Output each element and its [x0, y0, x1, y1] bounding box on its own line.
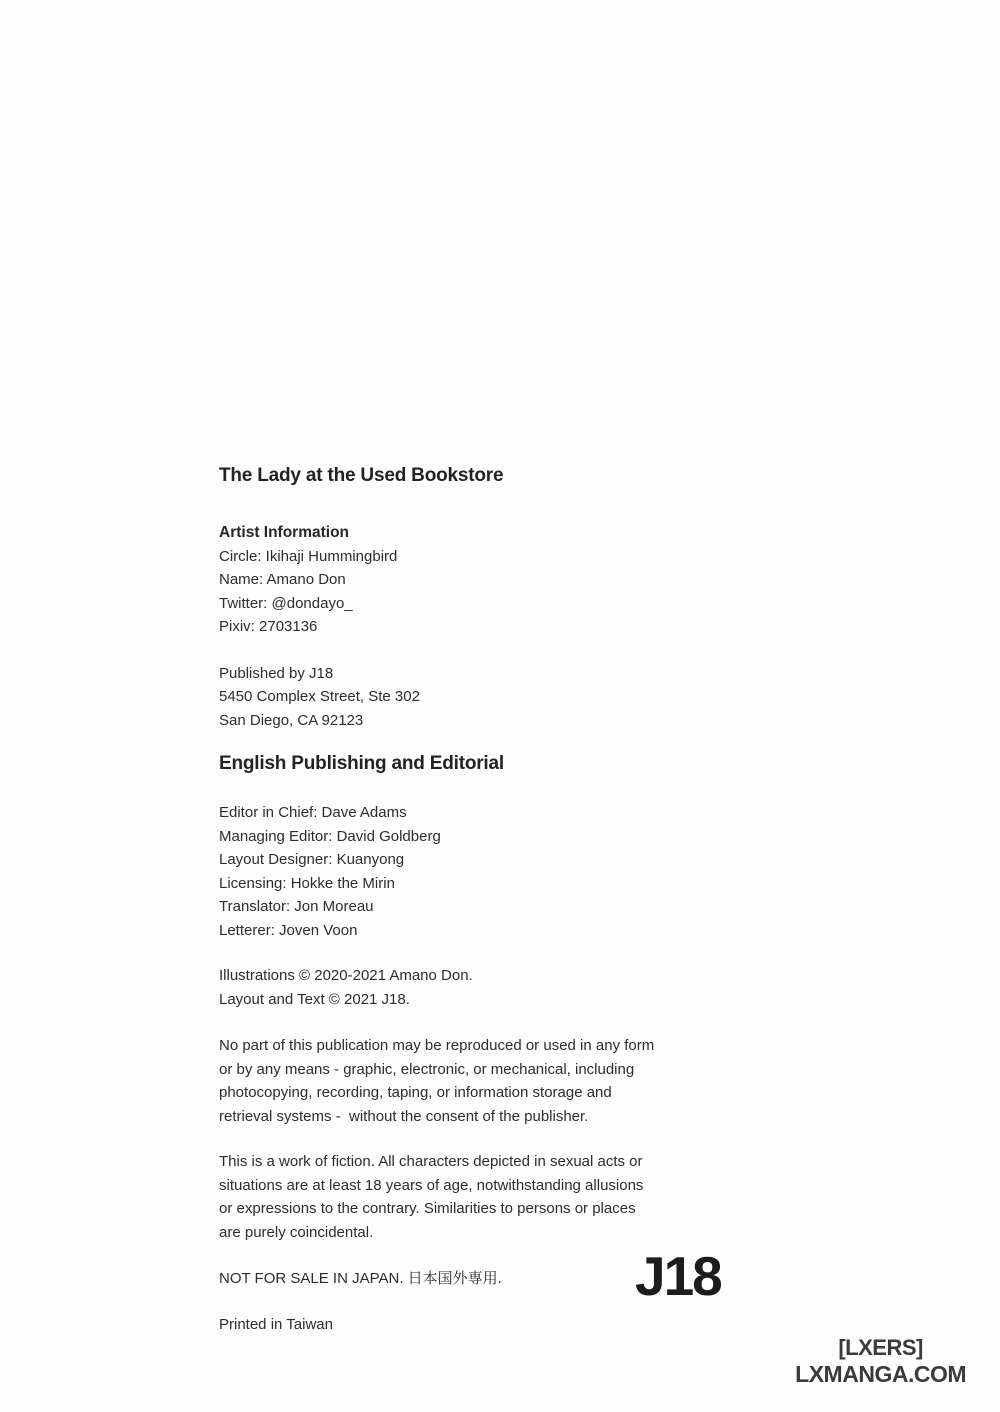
fiction-disclaimer-line: situations are at least 18 years of age, notwithstanding allusions — [219, 1176, 644, 1194]
publisher-city-line: San Diego, CA 92123 — [219, 711, 364, 729]
rights-notice-paragraph — [219, 1034, 739, 1128]
editor-in-chief-line: Editor in Chief: Dave Adams — [219, 804, 407, 821]
artist-twitter-line: Twitter: @dondayo_ — [219, 594, 353, 612]
managing-editor-line: Managing Editor: David Goldberg — [219, 827, 441, 845]
fiction-disclaimer-line: or expressions to the contrary. Similarities to persons or places — [219, 1200, 636, 1217]
publisher-street-line: 5450 Complex Street, Ste 302 — [219, 688, 420, 705]
rights-notice-line: retrieval systems - without the consent of the publisher. — [219, 1107, 589, 1125]
printed-in-block — [219, 1313, 739, 1337]
layout-copyright-line: Layout and Text © 2021 J18. — [219, 990, 410, 1008]
artist-pixiv-line: Pixiv: 2703136 — [219, 618, 318, 635]
artist-info-heading: Artist Information — [219, 524, 350, 541]
watermark-site-url: LXMANGA.COM — [795, 1361, 966, 1387]
fiction-disclaimer-line: are purely coincidental. — [219, 1223, 374, 1241]
artist-name-line: Name: Amano Don — [219, 571, 346, 588]
printed-in-line: Printed in Taiwan — [219, 1315, 333, 1333]
rights-notice-line: photocopying, recording, taping, or information storage and — [219, 1084, 612, 1101]
rights-notice-line: No part of this publication may be reproduced or used in any form — [219, 1037, 655, 1054]
illustrations-copyright-line: Illustrations © 2020-2021 Amano Don. — [219, 967, 473, 984]
book-title: The Lady at the Used Bookstore — [219, 465, 504, 486]
published-by-line: Published by J18 — [219, 664, 334, 682]
licensing-line: Licensing: Hokke the Mirin — [219, 874, 395, 892]
copyright-block — [219, 964, 739, 1011]
j18-publisher-logo: J18 — [635, 1245, 721, 1307]
letterer-line: Letterer: Joven Voon — [219, 921, 358, 939]
not-for-sale-line: NOT FOR SALE IN JAPAN. 日本国外専用. — [219, 1270, 502, 1287]
watermark-group-name: [LXERS] — [838, 1335, 923, 1360]
artist-circle-line: Circle: Ikihaji Hummingbird — [219, 547, 398, 565]
fiction-disclaimer-paragraph — [219, 1150, 739, 1244]
site-watermark — [795, 1335, 966, 1388]
translator-line: Translator: Jon Moreau — [219, 898, 374, 915]
artist-info-section — [219, 521, 739, 639]
layout-designer-line: Layout Designer: Kuanyong — [219, 851, 405, 868]
rights-notice-line: or by any means - graphic, electronic, or mechanical, including — [219, 1060, 635, 1078]
editorial-staff-list — [219, 801, 739, 942]
colophon-content — [219, 464, 739, 1359]
editorial-section-heading: English Publishing and Editorial — [219, 753, 504, 774]
publisher-address-block — [219, 662, 739, 733]
fiction-disclaimer-line: This is a work of fiction. All characters depicted in sexual acts or — [219, 1153, 643, 1170]
